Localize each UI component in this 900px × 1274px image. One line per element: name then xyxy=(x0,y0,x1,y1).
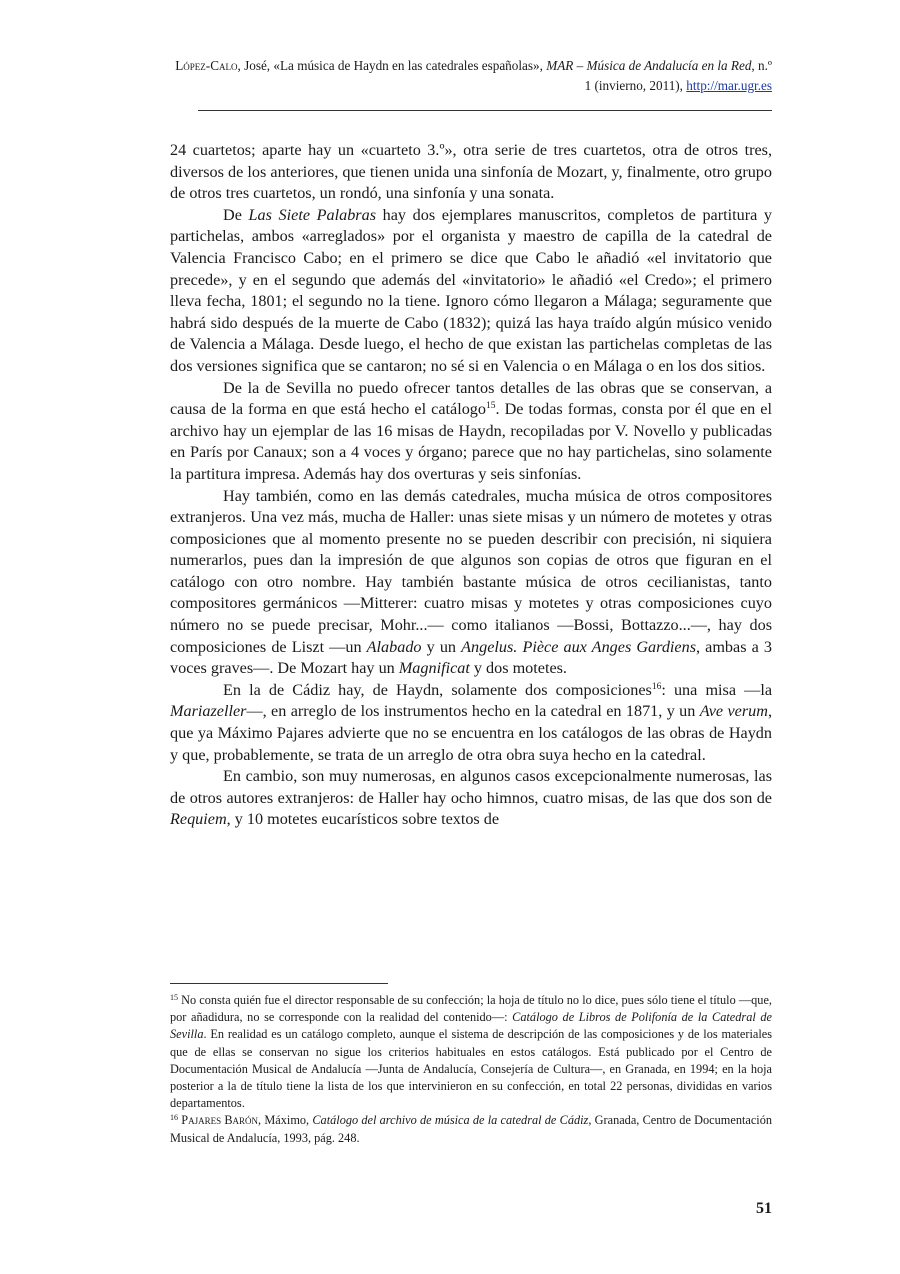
paragraph-3 xyxy=(170,378,772,486)
footnote-16-title: Catálogo del archivo de música de la catedral de Cádiz xyxy=(312,1113,589,1128)
footnote-16-author: Pajares Barón xyxy=(181,1113,259,1128)
running-header xyxy=(170,56,772,96)
paragraph-2-text-a: De xyxy=(223,205,249,224)
paragraph-6-italic: Requiem xyxy=(170,810,227,829)
paragraph-1: 24 cuartetos; aparte hay un «cuarteto 3.º», otra serie de tres cuartetos, otra de otros tres, diversos de los anteriores, que tienen unida una sinfonía de Mozart, y, finalmente, otro grupo de otros tres cuartetos, un rondó, una sinfonía y una sonata. xyxy=(170,141,772,203)
footnote-16-text-b: , Granada, Centro de Documentación Musical de Andalucía, 1993, pág. 248. xyxy=(170,1113,773,1145)
paragraph-5-text-d: , que ya Máximo Pajares advierte que no se encuentra en los catálogos de las obras de Haydn y que, probablemente, se trata de un arreglo de otra obra suya hecho en la catedral. xyxy=(170,702,772,764)
header-url-link[interactable]: http://mar.ugr.es xyxy=(686,78,772,93)
header-author: López-Calo xyxy=(175,58,238,73)
paragraph-5-italic-1: Mariazeller xyxy=(170,702,247,721)
paragraph-5-text-c: —, en arreglo de los instrumentos hecho en la catedral en 1871, y un xyxy=(246,702,700,721)
paragraph-2 xyxy=(170,205,772,378)
footnote-15-text-b: . En realidad es un catálogo completo, aunque el sistema de descripción de las composiciones y de los materiales que de ellas se conservan no sigue los criterios habituales en estos catálogos. Está publicado por el Centro de Documentación Musical de Andalucía —Junta de Andalucía, Consejería de Cultura—, en Granada, en 1994; en la hoja posterior a la de título tiene la lista de los que intervinieron en su confección, en total 22 personas, divididas en varios departamentos. xyxy=(170,1027,772,1111)
paragraph-2-text-b: hay dos ejemplares manuscritos, completos de partitura y partichelas, ambos «arreglados» por el organista y maestro de capilla de la catedral de Valencia Francisco Cabo; en el primero se dice que Cabo le añadió «el invitatorio que precede», y en el segundo que además del «invitatorio» le añadió «el Credo»; el primero lleva fecha, 1801; el segundo no la tiene. Ignoro cómo llegaron a Málaga; seguramente que habrá sido después de la muerte de Cabo (1832); quizá las haya traído algún músico venido de Valencia a Málaga. Desde luego, el hecho de que existan las partichelas completas de las dos versiones significa que se cantaron; no sé si en Valencia o en Málaga o en los dos sitios. xyxy=(170,205,773,375)
paragraph-4-italic-2: Angelus. Pièce aux Anges Gardiens xyxy=(461,637,696,656)
paragraph-4-text-d: y dos motetes. xyxy=(469,659,567,678)
header-divider xyxy=(198,110,772,111)
footnote-16-text-a: , Máximo, xyxy=(258,1113,313,1128)
paragraph-6-text-a: En cambio, son muy numerosas, en algunos casos excepcionalmente numerosas, las de otros autores extranjeros: de Haller hay ocho himnos, cuatro misas, de las que dos son de xyxy=(170,767,772,807)
footnote-divider xyxy=(170,983,388,984)
paragraph-4-italic-3: Magnificat xyxy=(398,659,470,678)
footnote-15-number: 15 xyxy=(170,993,178,1002)
paragraph-3-text-a: De la de Sevilla no puedo ofrecer tantos detalles de las obras que se conservan, a causa de la forma en que está hecho el catálogo xyxy=(170,378,772,419)
header-citation: , José, «La música de Haydn en las catedrales españolas», xyxy=(237,58,547,73)
paragraph-5-italic-2: Ave verum xyxy=(699,702,768,721)
footnote-16-number: 16 xyxy=(170,1113,178,1123)
paragraph-6 xyxy=(170,766,772,831)
paragraph-4-text-a: Hay también, como en las demás catedrales, mucha música de otros compositores extranjeros. Una vez más, mucha de Haller: unas siete misas y un número de motetes y otras composiciones que al momento presente no se pueden describir con precisión, ni siquiera numerarlos, pues dan la impresión de que algunos son copias de otros que figuran en el catálogo con otro nombre. Hay también bastante música de otros cecilianistas, tanto compositores germánicos —Mitterer: cuatro misas y motetes y otras composiciones cuyo número no se puede precisar, Mohr...— como italianos —Bossi, Bottazzo...—, hay dos composiciones de Liszt —un xyxy=(170,486,772,656)
page-number: 51 xyxy=(756,1200,772,1217)
body-text xyxy=(170,140,772,831)
header-journal: MAR – Música de Andalucía en la Red xyxy=(546,58,752,73)
paragraph-5-text-a: En la de Cádiz hay, de Haydn, solamente dos composiciones xyxy=(223,680,652,699)
paragraph-4-italic-1: Alabado xyxy=(366,637,422,656)
paragraph-2-title: Las Siete Palabras xyxy=(248,205,376,224)
footnote-ref-15[interactable]: 15 xyxy=(486,401,496,412)
footnote-15 xyxy=(170,992,772,1112)
paragraph-4-text-c: , ambas a 3 voces graves—. De Mozart hay un xyxy=(170,637,773,678)
footnote-15-title: Catálogo de Libros de Polifonía de la Catedral de Sevilla xyxy=(170,1010,772,1042)
paragraph-6-text-b: , y 10 motetes eucarísticos sobre textos de xyxy=(226,810,500,829)
footnote-15-text-a: No consta quién fue el director responsable de su confección; la hoja de título no lo dice, pues sólo tiene el título —que, por añadidura, no se corresponde con la realidad del contenido—: xyxy=(170,993,772,1025)
paragraph-5-text-b: : una misa —la xyxy=(661,680,772,699)
footnotes xyxy=(170,992,772,1147)
footnote-ref-16[interactable]: 16 xyxy=(651,681,662,692)
footnote-16 xyxy=(170,1112,772,1146)
paragraph-3-text-b: . De todas formas, consta por él que en el archivo hay un ejemplar de las 16 misas de Haydn, recopiladas por V. Novello y publicadas en París por Canaux; son a 4 voces y órgano; parece que no hay partichelas, sino solamente la partitura impresa. Además hay dos overturas y seis sinfonías. xyxy=(170,400,772,483)
paragraph-5 xyxy=(170,680,772,766)
paragraph-4 xyxy=(170,486,772,680)
header-issue: , n.º 1 (invierno, 2011), xyxy=(584,58,772,93)
paragraph-4-text-b: y un xyxy=(421,637,462,656)
